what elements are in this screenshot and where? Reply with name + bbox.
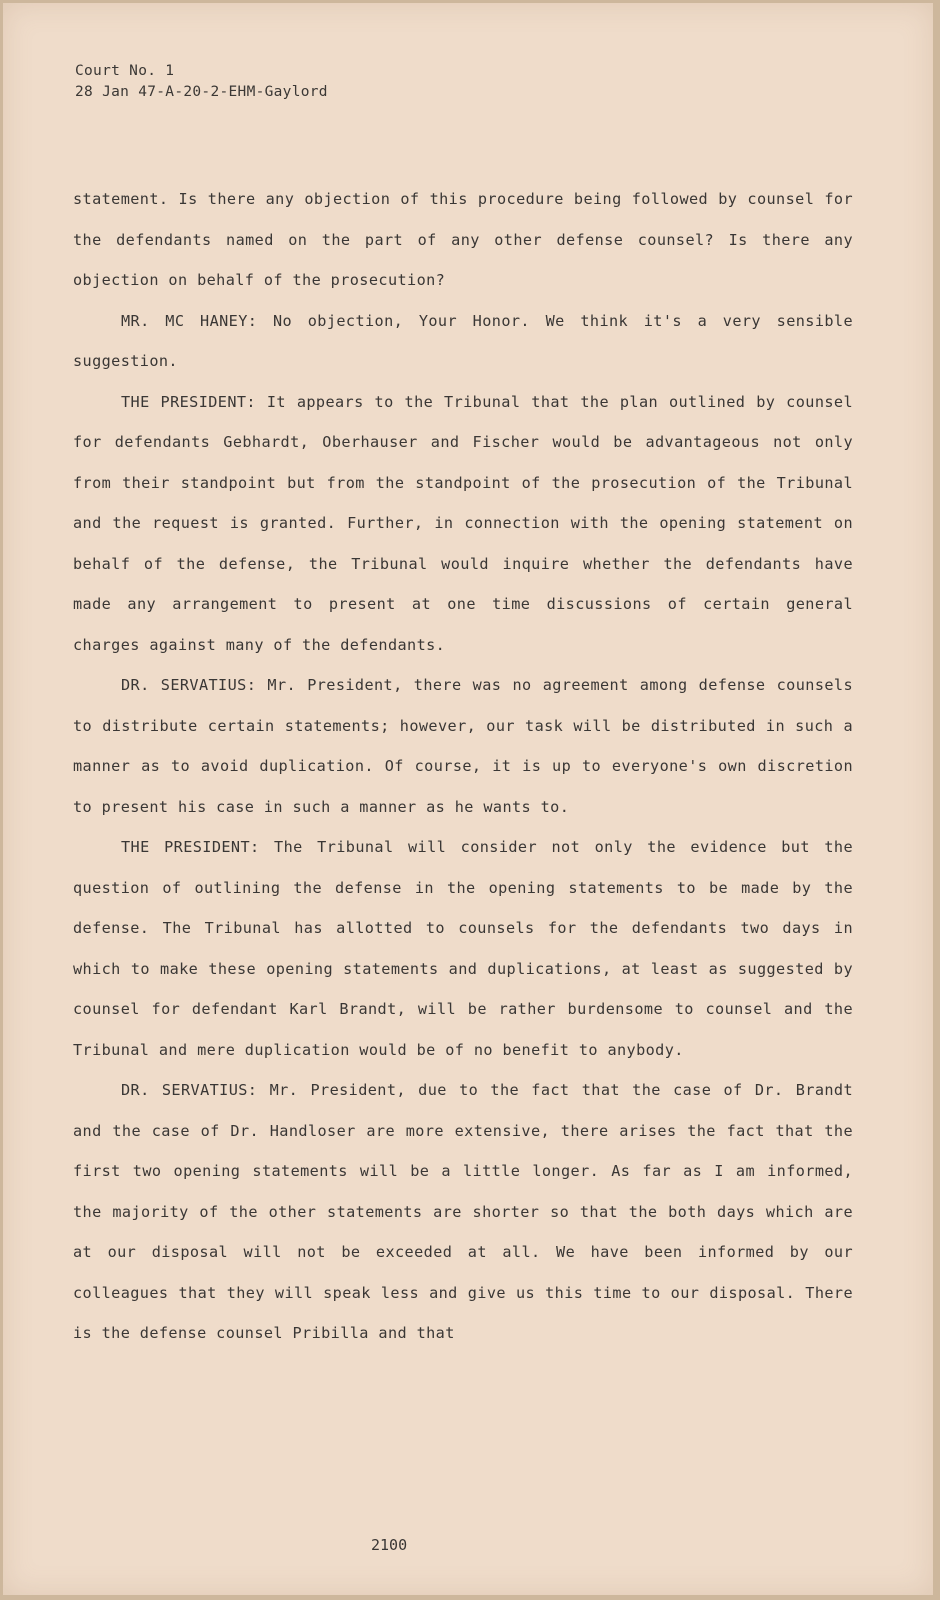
page-number: 2100 <box>371 1536 408 1554</box>
court-number: Court No. 1 <box>75 63 175 79</box>
paragraph: statement. Is there any objection of this procedure being followed by counsel for the defendants named on the part of any other defense counsel? Is there any objection on behalf of the prosecution? <box>73 190 853 289</box>
paragraph: THE PRESIDENT: The Tribunal will consider not only the evidence but the question of outlining the defense in the opening statements to be made by the defense. The Tribunal has allotted to counsels for the defendants two days in which to make these opening statements and duplications, at least as suggested by counsel for defendant Karl Brandt, will be rather burdensome to counsel and the Tribunal and mere duplication would be of no benefit to anybody. <box>73 838 853 1059</box>
document-page <box>3 3 933 1595</box>
paragraph: DR. SERVATIUS: Mr. President, due to the fact that the case of Dr. Brandt and the case of Dr. Handloser are more extensive, there arises the fact that the first two opening statements will be a little longer. As far as I am informed, the majority of the other statements are shorter so that the both days which are at our disposal will not be exceeded at all. We have been informed by our colleagues that they will speak less and give us this time to our disposal. There is the defense counsel Pribilla and that <box>73 1081 853 1342</box>
paragraph: DR. SERVATIUS: Mr. President, there was no agreement among defense counsels to distribute certain statements; however, our task will be distributed in such a manner as to avoid duplication. Of course, it is up to everyone's own discretion to present his case in such a manner as he wants to. <box>73 676 853 816</box>
document-header <box>75 61 328 103</box>
paragraph: THE PRESIDENT: It appears to the Tribunal that the plan outlined by counsel for defendants Gebhardt, Oberhauser and Fischer would be advantageous not only from their standpoint but from the standpoint of the prosecution of the Tribunal and the request is granted. Further, in connection with the opening statement on behalf of the defense, the Tribunal would inquire whether the defendants have made any arrangement to present at one time discussions of certain general charges against many of the defendants. <box>73 392 853 654</box>
paragraph: MR. MC HANEY: No objection, Your Honor. We think it's a very sensible suggestion. <box>73 311 853 370</box>
transcript-reference: 28 Jan 47-A-20-2-EHM-Gaylord <box>75 84 328 100</box>
transcript-body <box>73 179 853 1354</box>
